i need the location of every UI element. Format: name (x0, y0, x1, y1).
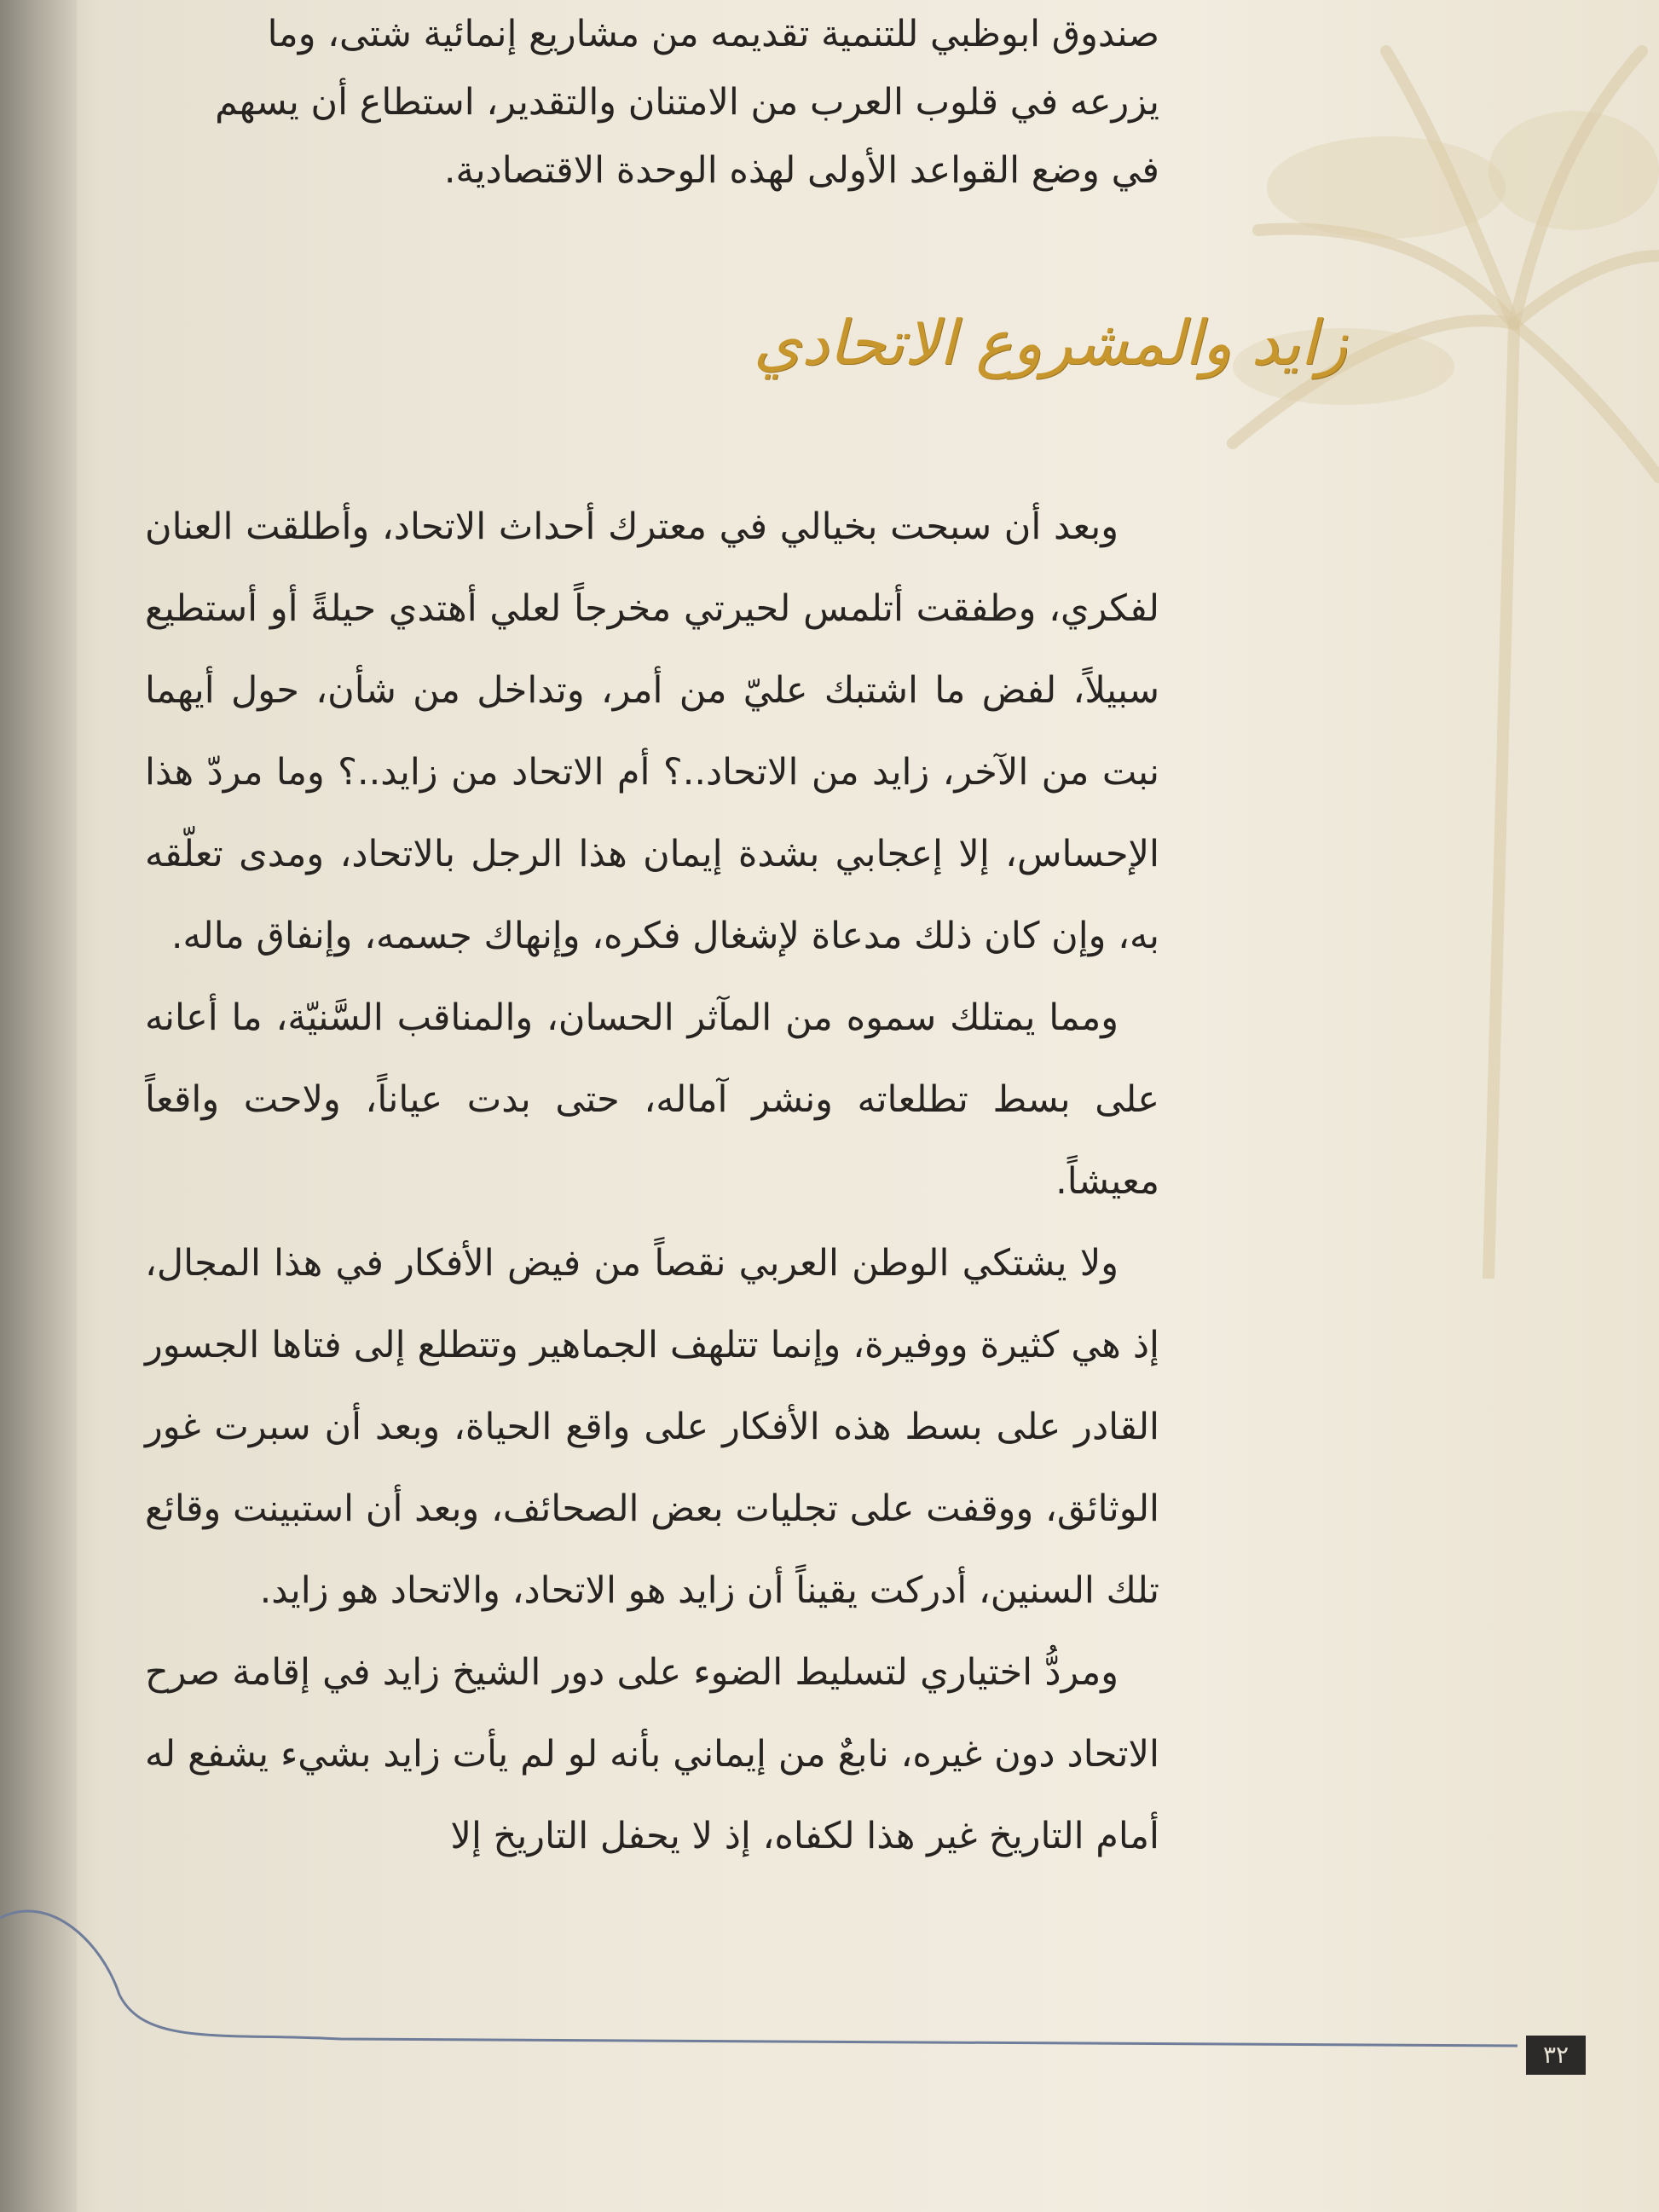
page-number: ٣٢ (1526, 2036, 1586, 2075)
body-text (145, 486, 1159, 1877)
paragraph-4: ومردُّ اختياري لتسليط الضوء على دور الشيخ زايد في إقامة صرح الاتحاد دون غيره، نابعٌ من إيماني بأنه لو لم يأت زايد بشيء يشفع له أمام التاريخ غير هذا لكفاه، إذ لا يحفل التاريخ إلا (145, 1651, 1159, 1857)
intro-line-3: في وضع القواعد الأولى لهذه الوحدة الاقتصادية. (443, 149, 1159, 192)
paragraph-2: ومما يمتلك سموه من المآثر الحسان، والمناقب السَّنيّة، ما أعانه على بسط تطلعاته ونشر آماله، حتى بدت عياناً، ولاحت واقعاً معيشاً. (145, 996, 1159, 1203)
intro-line-1: صندوق ابوظبي للتنمية تقديمه من مشاريع إنمائية شتى، وما (267, 13, 1159, 55)
decorative-rule (0, 1841, 1659, 2097)
paragraph-3: ولا يشتكي الوطن العربي نقصاً من فيض الأفكار في هذا المجال، إذ هي كثيرة ووفيرة، وإنما تتلهف الجماهير وتتطلع إلى فتاها الجسور القادر على بسط هذه الأفكار على واقع الحياة، وبعد أن سبرت غور الوثائق، ووقفت على تجليات بعض الصحائف، وبعد أن استبينت وقائع تلك السنين، أدركت يقيناً أن زايد هو الاتحاد، والاتحاد هو زايد. (145, 1242, 1159, 1612)
paragraph-1: وبعد أن سبحت بخيالي في معترك أحداث الاتحاد، وأطلقت العنان لفكري، وطفقت أتلمس لحيرتي مخرجاً لعلي أهتدي حيلةً أو أستطيع سبيلاً، لفض ما اشتبك عليّ من أمر، وتداخل من شأن، حول أيهما نبت من الآخر، زايد من الاتحاد..؟ أم الاتحاد من زايد..؟ وما مردّ هذا الإحساس، إلا إعجابي بشدة إيمان هذا الرجل بالاتحاد، ومدى تعلّقه به، وإن كان ذلك مدعاة لإشغال فكره، وإنهاك جسمه، وإنفاق ماله. (145, 505, 1159, 957)
intro-line-2: يزرعه في قلوب العرب من الامتنان والتقدير، استطاع أن يسهم (215, 81, 1159, 124)
palm-tree-watermark (1130, 0, 1659, 1279)
section-heading: زايد والمشروع الاتحادي (753, 307, 1347, 378)
intro-text (145, 0, 1159, 205)
